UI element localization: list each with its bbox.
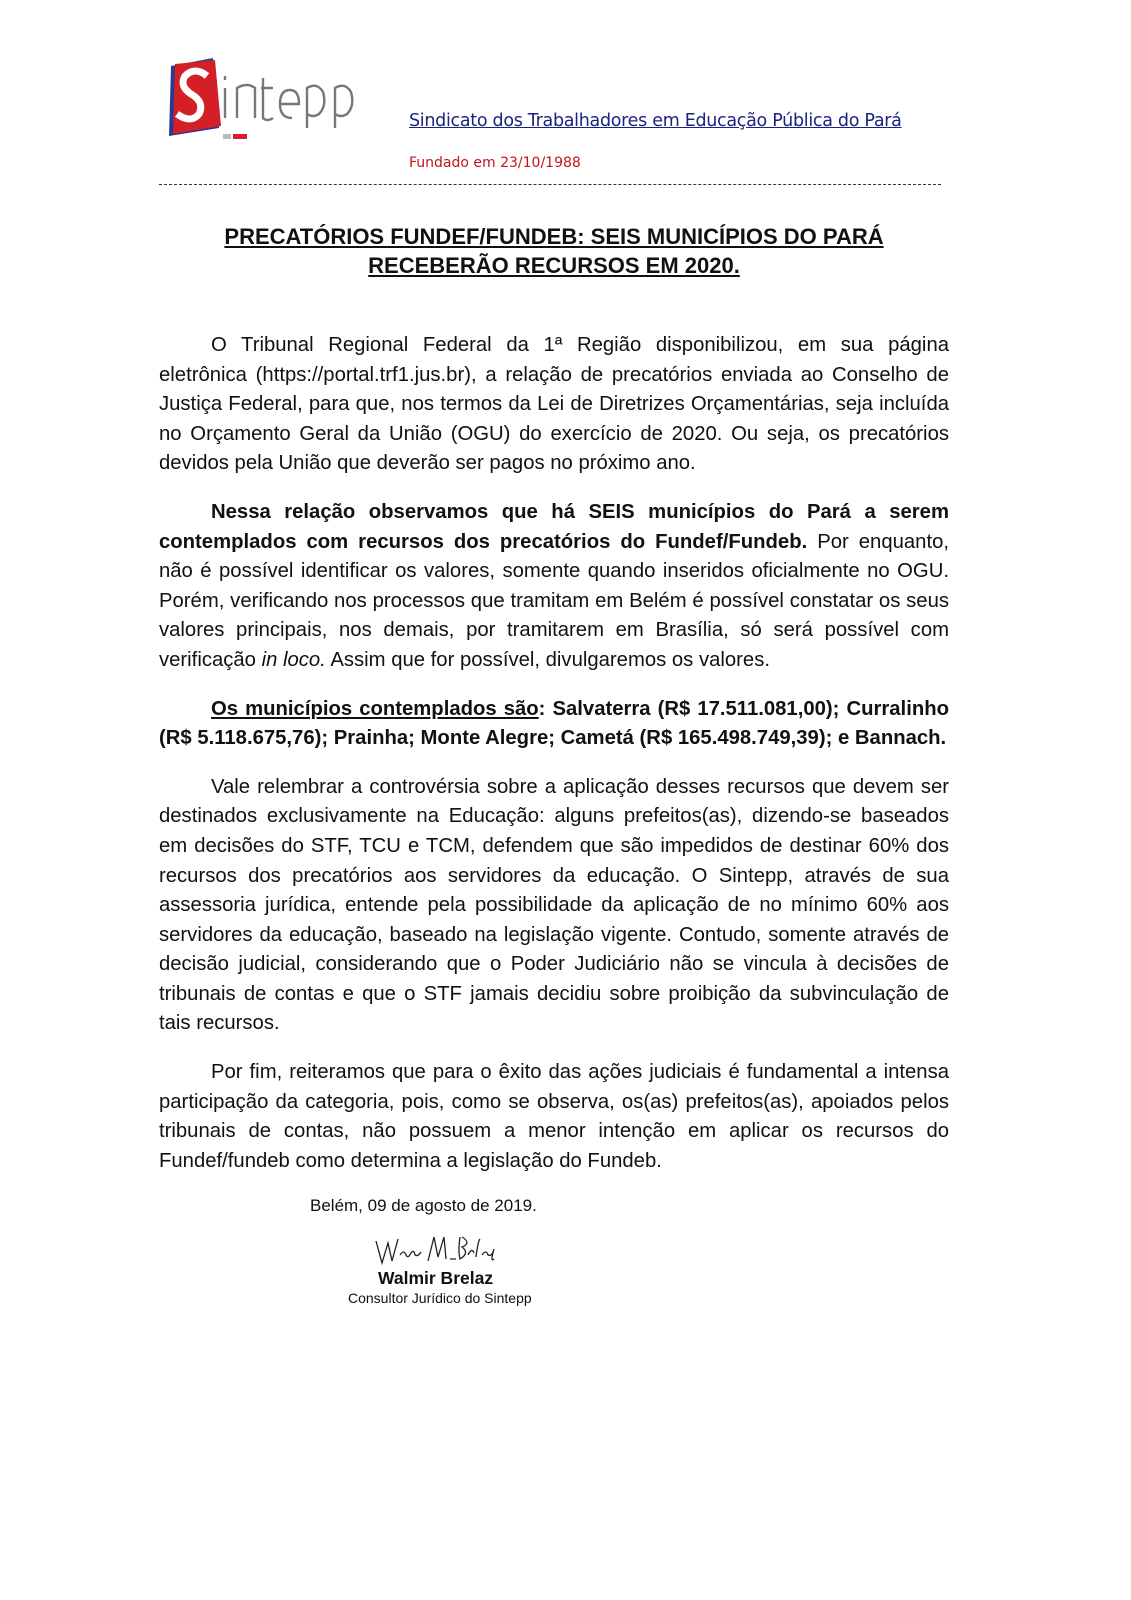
p3-municipalities: : Salvaterra (R$ 17.511.081,00); Curralinho (R$ 5.118.675,76); Prainha; Monte Alegre; Cametá (R$ 165.498.749,39); e Bannach.	[159, 697, 949, 750]
paragraph-2	[159, 498, 949, 676]
header-divider	[159, 184, 941, 185]
paragraph-1: O Tribunal Regional Federal da 1ª Região disponibilizou, em sua página eletrônica (https://portal.trf1.jus.br), a relação de precatórios enviada ao Conselho de Justiça Federal, para que, nos termos da Lei de Diretrizes Orçamentárias, seja incluída no Orçamento Geral da União (OGU) do exercício de 2020. Ou seja, os precatórios devidos pela União que deverão ser pagos no próximo ano.	[159, 334, 949, 475]
p3-label: Os municípios contemplados são	[211, 697, 539, 720]
org-name-link[interactable]: Sindicato dos Trabalhadores em Educação Pública do Pará	[409, 111, 902, 131]
p2-italic-text: in loco.	[261, 648, 326, 671]
closing-block	[159, 1195, 949, 1307]
document-flow	[159, 331, 949, 1307]
page-title	[159, 222, 949, 280]
founded-date: Fundado em 23/10/1988	[409, 155, 581, 171]
p2-end-text: Assim que for possível, divulgaremos os valores.	[325, 648, 770, 671]
closing-date: Belém, 09 de agosto de 2019.	[310, 1196, 537, 1216]
paragraph-3	[159, 695, 949, 754]
signature	[372, 1231, 507, 1267]
signatory-name: Walmir Brelaz	[378, 1268, 494, 1289]
p2-bold-text: Nessa relação observamos que há SEIS municípios do Pará a serem contemplados com recursos dos precatórios do Fundef/Fundeb.	[159, 500, 949, 553]
signatory-role: Consultor Jurídico do Sintepp	[348, 1290, 532, 1307]
title-line-1: PRECATÓRIOS FUNDEF/FUNDEB: SEIS MUNICÍPIOS DO PARÁ	[224, 224, 884, 249]
paragraph-5: Por fim, reiteramos que para o êxito das ações judiciais é fundamental a intensa participação da categoria, pois, como se observa, os(as) prefeitos(as), apoiados pelos tribunais de contas, não possuem a menor intenção em aplicar os recursos do Fundef/fundeb como determina a legislação do Fundeb.	[159, 1061, 949, 1172]
paragraph-4: Vale relembrar a controvérsia sobre a aplicação desses recursos que devem ser destinados exclusivamente na Educação: alguns prefeitos(as), dizendo-se baseados em decisões do STF, TCU e TCM, defendem que são impedidos de destinar 60% dos recursos dos precatórios aos servidores da educação. O Sintepp, através de sua assessoria jurídica, entende pela possibilidade da aplicação de no mínimo 60% aos servidores da educação, baseado na legislação vigente. Contudo, somente através de decisão judicial, considerando que o Poder Judiciário não se vincula à decisões de tribunais de contas e que o STF jamais decidiu sobre proibição da subvinculação de tais recursos.	[159, 775, 949, 1035]
title-line-2: RECEBERÃO RECURSOS EM 2020.	[368, 253, 740, 278]
p2-text: Por enquanto, não é possível identificar os valores, somente quando inseridos oficialmente no OGU. Porém, verificando nos processos que tramitam em Belém é possível constatar os seus valores principais, nos demais, por tramitarem em Brasília, só será possível com verificação	[159, 530, 949, 671]
document-body	[159, 331, 949, 1176]
sintepp-logo	[163, 58, 397, 148]
